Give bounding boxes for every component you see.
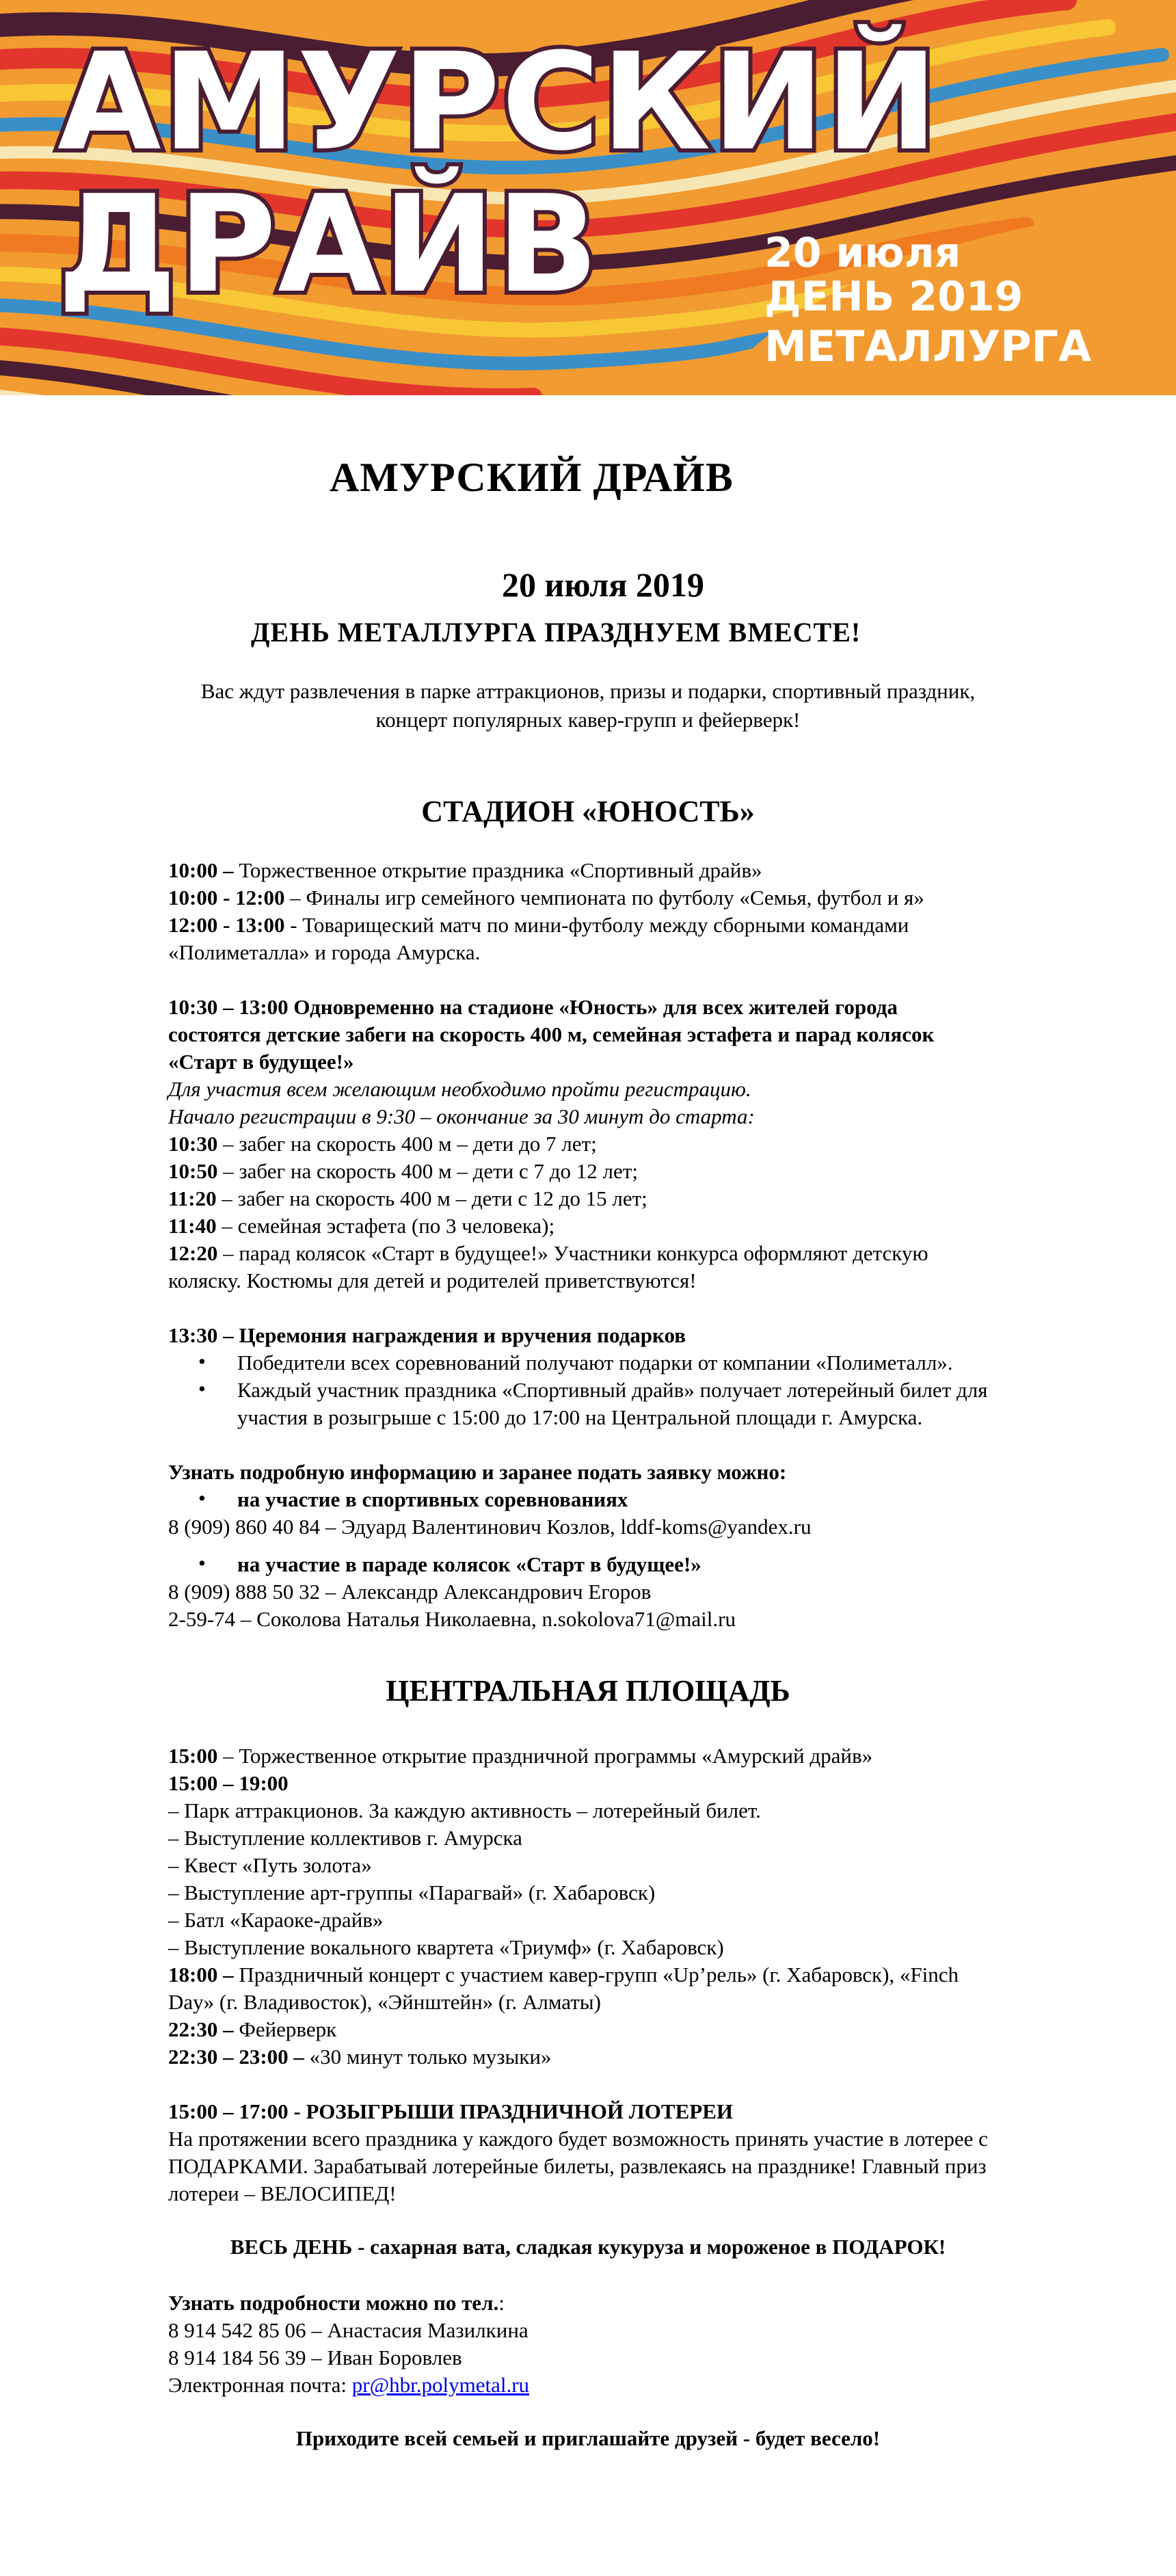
square-item: – Выступление арт-группы «Парагвай» (г. Хабаровск) xyxy=(168,1881,656,1904)
intro-line-1: Вас ждут развлечения в парке аттракционов, призы и подарки, спортивный праздник, xyxy=(200,679,976,703)
square-line: 15:00 – Торжественное открытие праздничной программы «Амурский драйв» xyxy=(168,1744,873,1768)
event-banner xyxy=(0,0,1176,395)
banner-date: 20 июля xyxy=(764,229,961,277)
square-heading: ЦЕНТРАЛЬНАЯ ПЛОЩАДЬ xyxy=(386,1674,790,1708)
event-subtitle: ДЕНЬ МЕТАЛЛУРГА ПРАЗДНУЕМ ВМЕСТЕ! xyxy=(251,617,861,648)
square-item: – Батл «Караоке-драйв» xyxy=(168,1908,384,1932)
lottery-heading: 15:00 – 17:00 - РОЗЫГРЫШИ ПРАЗДНИЧНОЙ ЛОТЕРЕИ xyxy=(168,2099,733,2123)
banner-title-line2: ДРАЙВ xyxy=(57,167,600,323)
square-line-cont: Day» (г. Владивосток), «Эйнштейн» (г. Алматы) xyxy=(168,1990,601,2014)
page-title: АМУРСКИЙ ДРАЙВ xyxy=(330,455,734,500)
award-heading: 13:30 – Церемония награждения и вручения подарков xyxy=(168,1323,686,1347)
banner-title-line1: АМУРСКИЙ xyxy=(57,25,939,181)
intro-line-2: концерт популярных кавер-групп и фейерверк! xyxy=(375,708,801,732)
square-line: 22:30 – 23:00 – «30 минут только музыки» xyxy=(168,2045,552,2069)
square-item: – Квест «Путь золота» xyxy=(168,1853,372,1877)
races-heading-line1: 10:30 – 13:00 Одновременно на стадионе «Юность» для всех жителей города xyxy=(168,995,898,1019)
lottery-text-1: На протяжении всего праздника у каждого будет возможность принять участие в лотерее с xyxy=(168,2127,988,2151)
award-bullet-1: Победители всех соревнований получают подарки от компании «Полиметалл». xyxy=(237,1351,953,1375)
race-line: 11:40 – семейная эстафета (по 3 человека); xyxy=(168,1214,555,1238)
contacts-heading: Узнать подробности можно по тел.: xyxy=(168,2291,505,2315)
phone-line: 8 914 542 85 06 – Анастасия Мазилкина xyxy=(168,2318,529,2342)
event-date: 20 июля 2019 xyxy=(502,566,704,604)
registration-note-2: Начало регистрации в 9:30 – окончание за 30 минут до старта: xyxy=(168,1104,755,1128)
info-heading: Узнать подробную информацию и заранее подать заявку можно: xyxy=(168,1460,787,1484)
award-bullet-2-line2: участия в розыгрыше с 15:00 до 17:00 на Центральной площади г. Амурска. xyxy=(237,1405,923,1429)
bullet-icon: • xyxy=(198,1349,206,1373)
square-time-block: 15:00 – 19:00 xyxy=(168,1771,289,1795)
email-line: Электронная почта: pr@hbr.polymetal.ru xyxy=(168,2373,530,2397)
bullet-icon: • xyxy=(198,1486,206,1510)
square-item: – Выступление вокального квартета «Триумф» (г. Хабаровск) xyxy=(168,1935,724,1959)
race-line: 10:30 – забег на скорость 400 м – дети до 7 лет; xyxy=(168,1132,597,1156)
registration-note-1: Для участия всем желающим необходимо пройти регистрацию. xyxy=(168,1077,751,1101)
award-bullet-2-line1: Каждый участник праздника «Спортивный драйв» получает лотерейный билет для xyxy=(237,1378,988,1402)
schedule-line: 10:00 – Торжественное открытие праздника «Спортивный драйв» xyxy=(168,858,762,882)
square-item: – Выступление коллективов г. Амурска xyxy=(168,1826,522,1850)
square-item: – Парк аттракционов. За каждую активность – лотерейный билет. xyxy=(168,1798,761,1822)
races-heading-line2: состоятся детские забеги на скорость 400 м, семейная эстафета и парад колясок xyxy=(168,1022,935,1046)
bullet-icon: • xyxy=(198,1377,206,1400)
square-line: 18:00 – Праздничный концерт с участием кавер-групп «Up’рель» (г. Хабаровск), «Finch xyxy=(168,1963,959,1987)
banner-day-year: ДЕНЬ 2019 xyxy=(764,273,1024,321)
race-line: 12:20 – парад колясок «Старт в будущее!» Участники конкурса оформляют детскую xyxy=(168,1241,928,1265)
email-link[interactable]: pr@hbr.polymetal.ru xyxy=(351,2373,530,2397)
contact-line: 8 (909) 888 50 32 – Александр Александрович Егоров xyxy=(168,1580,652,1604)
race-line: 11:20 – забег на скорость 400 м – дети с 12 до 15 лет; xyxy=(168,1186,647,1210)
all-day-note: ВЕСЬ ДЕНЬ - сахарная вата, сладкая кукуруза и мороженое в ПОДАРОК! xyxy=(230,2235,946,2259)
schedule-line: 12:00 - 13:00 - Товарищеский матч по мини-футболу между сборными командами xyxy=(168,913,909,937)
square-line: 22:30 – Фейерверк xyxy=(168,2017,337,2041)
lottery-text-2: ПОДАРКАМИ. Зарабатывай лотерейные билеты, развлекаясь на празднике! Главный приз xyxy=(168,2154,987,2178)
schedule-line-cont: «Полиметалла» и города Амурска. xyxy=(168,940,481,964)
race-line: 10:50 – забег на скорость 400 м – дети с 7 до 12 лет; xyxy=(168,1159,638,1183)
schedule-line: 10:00 - 12:00 – Финалы игр семейного чемпионата по футболу «Семья, футбол и я» xyxy=(168,886,924,909)
info-bullet-sports: на участие в спортивных соревнованиях xyxy=(237,1487,628,1511)
info-bullet-parade: на участие в параде колясок «Старт в будущее!» xyxy=(237,1552,701,1576)
stadium-heading: СТАДИОН «ЮНОСТЬ» xyxy=(421,795,755,828)
closing-line: Приходите всей семьей и приглашайте друзей - будет весело! xyxy=(295,2426,881,2450)
race-line-cont: коляску. Костюмы для детей и родителей приветствуются! xyxy=(168,1269,697,1292)
banner-metallurg: МЕТАЛЛУРГА xyxy=(764,321,1092,371)
phone-line: 8 914 184 56 39 – Иван Боровлев xyxy=(168,2346,462,2369)
contact-line: 8 (909) 860 40 84 – Эдуард Валентинович Козлов, lddf-koms@yandex.ru xyxy=(168,1515,812,1539)
bullet-icon: • xyxy=(198,1551,206,1575)
lottery-text-3: лотереи – ВЕЛОСИПЕД! xyxy=(168,2181,397,2205)
races-heading-line3: «Старт в будущее!» xyxy=(168,1050,354,1074)
contact-line: 2-59-74 – Соколова Наталья Николаевна, n.sokolova71@mail.ru xyxy=(168,1607,736,1631)
